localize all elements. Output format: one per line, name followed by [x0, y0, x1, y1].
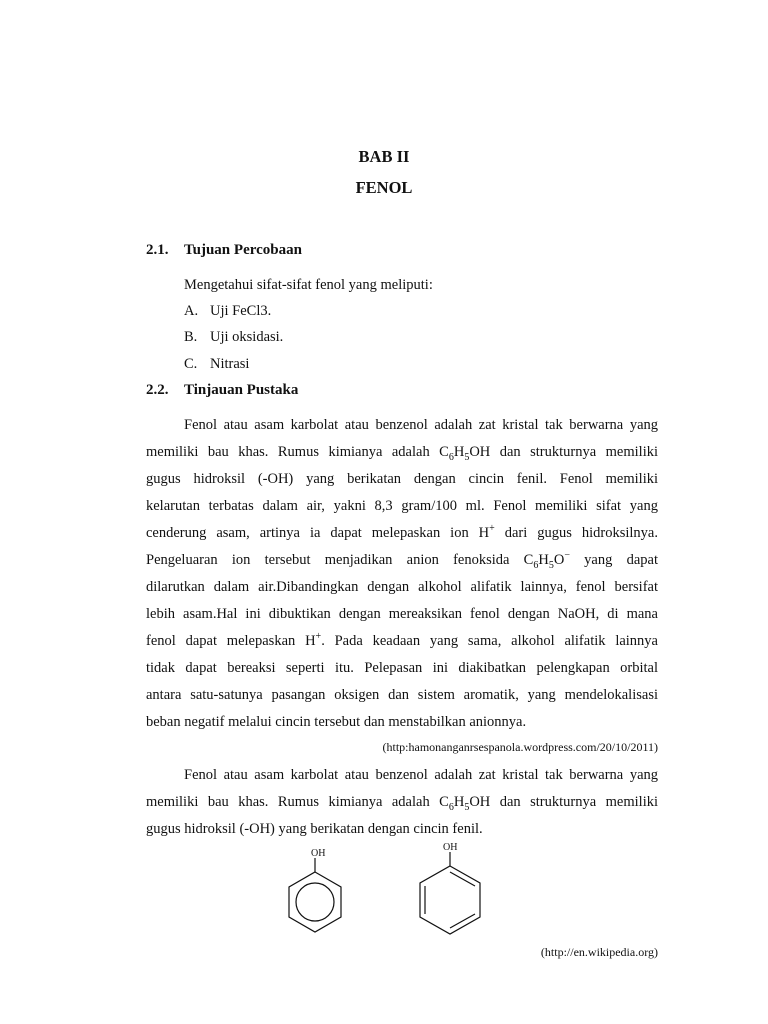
paragraph-line: gugus hidroksil (-OH) yang berikatan dengan cincin fenil. [146, 821, 483, 837]
list-item: Uji FeCl3. [210, 303, 272, 319]
paragraph-line: tidak dapat bereaksi seperti itu. Pelepasan ini diakibatkan pelengkapan orbital [146, 660, 658, 676]
list-item: Nitrasi [210, 356, 250, 372]
citation-source: (http:hamonanganrsespanola.wordpress.com/20/10/2011) [382, 740, 658, 754]
phenol-structure-aromatic [280, 858, 350, 938]
paragraph-line: memiliki bau khas. Rumus kimianya adalah $C_6H_5OH$ dan strukturnya memiliki [146, 794, 658, 813]
list-item-marker: A. [184, 303, 199, 319]
list-item-marker: C. [184, 356, 198, 372]
list-item-marker: B. [184, 329, 198, 345]
chapter-title: FENOL [355, 178, 413, 197]
paragraph-line: fenol dapat melepaskan H+. Pada keadaan yang sama, alkohol alifatik lainnya [146, 631, 658, 649]
section-title: Tinjauan Pustaka [184, 382, 299, 398]
paragraph-line: Fenol atau asam karbolat atau benzenol adalah zat kristal tak berwarna yang [184, 767, 658, 783]
paragraph-line: dilarutkan dalam air.Dibandingkan dengan alkohol alifatik lainnya, fenol bersifat [146, 579, 658, 595]
phenol-structure-kekule [412, 852, 488, 938]
paragraph-line: Pengeluaran ion tersebut menjadikan anion fenoksida $C_6H_5O^-$ yang dapat [146, 550, 658, 571]
paragraph-line: lebih asam.Hal ini dibuktikan dengan mereaksikan fenol dengan NaOH, di mana [146, 606, 658, 622]
section-title: Tujuan Percobaan [184, 242, 302, 258]
paragraph-line: gugus hidroksil (-OH) yang berikatan dengan cincin fenil. Fenol memiliki [146, 471, 658, 487]
paragraph-line: kelarutan terbatas dalam air, yakni 8,3 gram/100 ml. Fenol memiliki sifat yang [146, 498, 658, 514]
section-number: 2.2. [146, 382, 169, 398]
list-item: Uji oksidasi. [210, 329, 284, 345]
paragraph-line: memiliki bau khas. Rumus kimianya adalah $C_6H_5OH$ dan strukturnya memiliki [146, 444, 658, 463]
paragraph-line: cenderung asam, artinya ia dapat melepaskan ion H+ dari gugus hidroksilnya. [146, 523, 658, 541]
chapter-number: BAB II [358, 147, 410, 166]
section-intro: Mengetahui sifat-sifat fenol yang meliputi: [184, 277, 433, 293]
oh-label: OH [311, 848, 326, 859]
paragraph-line: beban negatif melalui cincin tersebut dan menstabilkan anionnya. [146, 714, 527, 730]
oh-label: OH [443, 842, 458, 853]
paragraph-line: antara satu-satunya pasangan oksigen dan sistem aromatik, yang mendelokalisasi [146, 687, 658, 703]
section-number: 2.1. [146, 242, 169, 258]
paragraph-line: Fenol atau asam karbolat atau benzenol adalah zat kristal tak berwarna yang [184, 417, 658, 433]
figure-source: (http://en.wikipedia.org) [540, 945, 658, 959]
